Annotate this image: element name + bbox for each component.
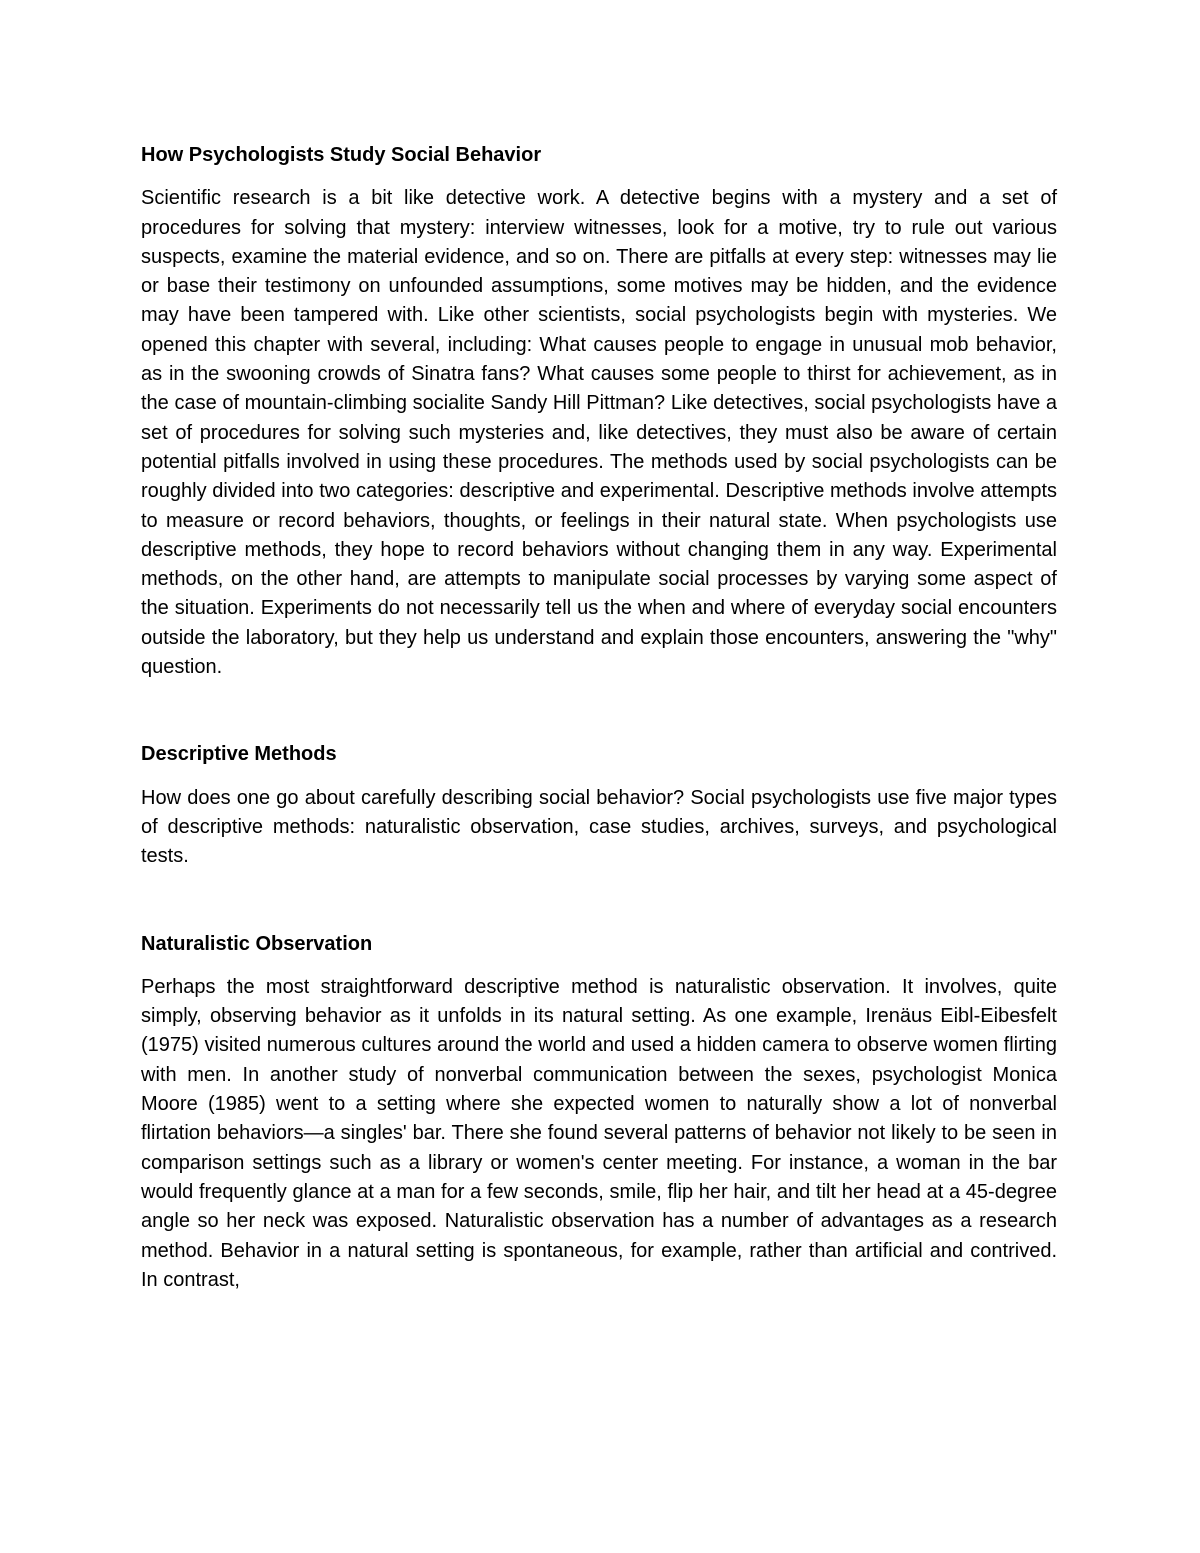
document-page: [141, 141, 1057, 1295]
section-heading-naturalistic-observation: Naturalistic Observation: [141, 932, 373, 955]
section-heading-descriptive-methods: Descriptive Methods: [141, 743, 337, 766]
section-body-naturalistic-observation: Perhaps the most straightforward descriptive method is naturalistic observation. It involves, quite simply, observing behavior as it unfolds in its natural setting. As one example, Irenäus Eibl-Eibesfelt (1975) visited numerous cultures around the world and used a hidden camera to observe women flirting with men. In another study of nonverbal communication between the sexes, psychologist Monica Moore (1985) went to a setting where she expected women to naturally show a lot of nonverbal flirtation behaviors—a singles' bar. There she found several patterns of behavior not likely to be seen in comparison settings such as a library or women's center meeting. For instance, a woman in the bar would frequently glance at a man for a few seconds, smile, flip her hair, and tilt her head at a 45-degree angle so her neck was exposed. Naturalistic observation has a number of advantages as a research method. Behavior in a natural setting is spontaneous, for example, rather than artificial and contrived. In contrast,: [141, 975, 1057, 1291]
section-body-how-psychologists-study: Scientific research is a bit like detective work. A detective begins with a mystery and a set of procedures for solving that mystery: interview witnesses, look for a motive, try to rule out various suspects, examine the material evidence, and so on. There are pitfalls at every step: witnesses may lie or base their testimony on unfounded assumptions, some motives may be hidden, and the evidence may have been tampered with. Like other scientists, social psychologists begin with mysteries. We opened this chapter with several, including: What causes people to engage in unusual mob behavior, as in the swooning crowds of Sinatra fans? What causes some people to thirst for achievement, as in the case of mountain-climbing socialite Sandy Hill Pittman? Like detectives, social psychologists have a set of procedures for solving such mysteries and, like detectives, they must also be aware of certain potential pitfalls involved in using these procedures. The methods used by social psychologists can be roughly divided into two categories: descriptive and experimental. Descriptive methods involve attempts to measure or record behaviors, thoughts, or feelings in their natural state. When psychologists use descriptive methods, they hope to record behaviors without changing them in any way. Experimental methods, on the other hand, are attempts to manipulate social processes by varying some aspect of the situation. Experiments do not necessarily tell us the when and where of everyday social encounters outside the laboratory, but they help us understand and explain those encounters, answering the "why" question.: [141, 187, 1057, 679]
section-body-descriptive-methods: How does one go about carefully describing social behavior? Social psychologists use five major types of descriptive methods: naturalistic observation, case studies, archives, surveys, and psychological tests.: [141, 786, 1057, 868]
section-heading-how-psychologists-study: How Psychologists Study Social Behavior: [141, 144, 542, 166]
